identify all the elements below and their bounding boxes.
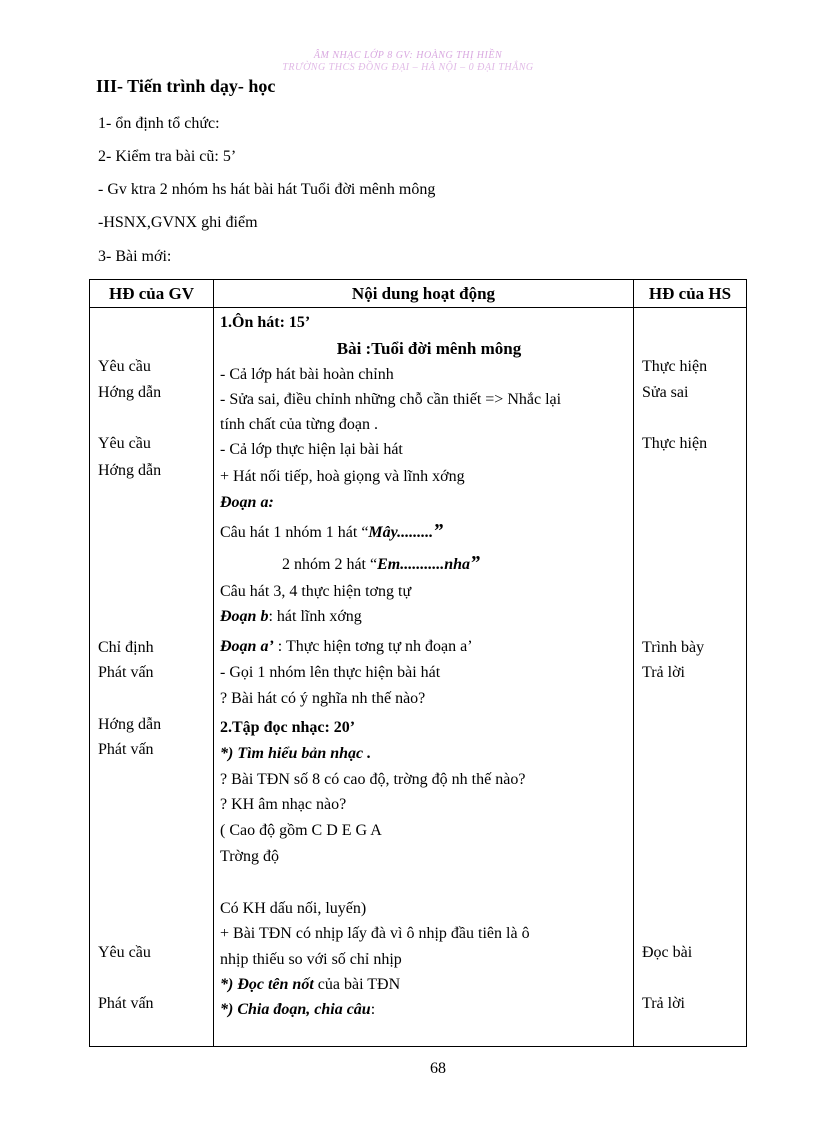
content-line <box>220 1001 375 1019</box>
content-line: ( Cao độ gồm C D E G A <box>220 822 382 839</box>
content-line: Trờng độ <box>220 848 279 865</box>
content-text: 2 nhóm 2 hát “ <box>282 556 378 573</box>
content-line: Câu hát 3, 4 thực hiện tơng tự <box>220 583 412 600</box>
content-line: 2.Tập đọc nhạc: 20’ <box>220 719 356 736</box>
hs-item: Đọc bài <box>642 944 693 961</box>
gv-item: Phát vấn <box>98 664 154 681</box>
content-line: *) Tìm hiểu bản nhạc . <box>220 745 372 762</box>
song-title: Bài :Tuổi đời mênh mông <box>336 339 522 358</box>
intro-line-3: - Gv ktra 2 nhóm hs hát bài hát Tuổi đời mênh mông <box>98 181 436 198</box>
content-line: Đoạn a: <box>220 494 274 511</box>
content-line: tính chất của từng đoạn . <box>220 416 378 433</box>
watermark-line-2: TRƯỜNG THCS ĐỒNG ĐẠI – HÀ NỘI – 0 ĐẠI THẮNG <box>282 62 534 73</box>
content-line <box>282 554 480 574</box>
content-line: Có KH dấu nối, luyến) <box>220 900 367 917</box>
hs-item: Thực hiện <box>642 358 708 375</box>
gv-item: Hớng dẫn <box>98 384 162 401</box>
gv-item: Yêu cầu <box>98 435 151 452</box>
content-cell <box>214 308 634 1047</box>
content-text: : <box>370 1001 376 1018</box>
content-line: ? Bài TĐN số 8 có cao độ, trờng độ nh thế nào? <box>220 771 526 788</box>
student-activity-cell <box>634 308 747 1047</box>
content-line: ? KH âm nhạc nào? <box>220 796 347 813</box>
intro-line-4: -HSNX,GVNX ghi điểm <box>98 214 258 231</box>
content-text: : Thực hiện tơng tự nh đoạn a’ <box>273 638 473 655</box>
hs-item: Thực hiện <box>642 435 708 452</box>
intro-line-5: 3- Bài mới: <box>98 248 172 265</box>
gv-item: Phát vấn <box>98 995 154 1012</box>
hs-item: Trình bày <box>642 639 705 656</box>
header-content: Nội dung hoạt động <box>214 280 634 308</box>
content-line <box>220 522 443 542</box>
gv-item: Chỉ định <box>98 639 154 656</box>
content-line: 1.Ôn hát: 15’ <box>220 314 311 331</box>
content-line: + Bài TĐN có nhịp lấy đà vì ô nhịp đầu tiên là ô <box>220 925 530 942</box>
hs-item: Sửa sai <box>642 384 689 401</box>
lyric-text: Em...........nha <box>377 556 471 573</box>
header-student-activity: HĐ của HS <box>634 280 747 308</box>
hs-item: Trả lời <box>642 995 685 1012</box>
content-text: của bài TĐN <box>313 976 401 993</box>
content-line: - Sửa sai, điều chỉnh những chỗ cần thiết => Nhắc lại <box>220 391 562 408</box>
gv-item: Hớng dẫn <box>98 716 162 733</box>
content-line: - Cả lớp thực hiện lại bài hát <box>220 441 403 458</box>
content-line: - Gọi 1 nhóm lên thực hiện bài hát <box>220 664 441 681</box>
content-line: - Cả lớp hát bài hoàn chỉnh <box>220 366 394 383</box>
intro-line-2: 2- Kiểm tra bài cũ: 5’ <box>98 148 237 165</box>
quote-mark: ” <box>470 552 481 574</box>
step-label: *) Chia đoạn, chia câu <box>220 1001 371 1018</box>
content-text: : hát lĩnh xớng <box>268 608 362 625</box>
step-label: *) Đọc tên nốt <box>220 976 314 993</box>
intro-line-1: 1- ổn định tổ chức: <box>98 115 220 132</box>
section-label: Đoạn b <box>220 608 269 625</box>
watermark-line-1: ÂM NHẠC LỚP 8 GV: HOÀNG THỊ HIỀN <box>313 50 503 61</box>
teacher-activity-cell <box>90 308 214 1047</box>
quote-mark: ” <box>433 520 444 542</box>
content-line <box>220 608 362 626</box>
gv-item: Hớng dẫn <box>98 462 162 479</box>
gv-item: Phát vấn <box>98 741 154 758</box>
section-heading: III- Tiến trình dạy- học <box>96 76 276 96</box>
page-number: 68 <box>430 1060 446 1077</box>
content-line: nhịp thiếu so với số chỉ nhịp <box>220 951 402 968</box>
content-line <box>220 638 473 656</box>
content-line: + Hát nối tiếp, hoà giọng và lĩnh xớng <box>220 468 465 485</box>
lyric-text: Mây......... <box>368 524 434 541</box>
gv-item: Yêu cầu <box>98 358 151 375</box>
gv-item: Yêu cầu <box>98 944 151 961</box>
content-line: ? Bài hát có ý nghĩa nh thế nào? <box>220 690 426 707</box>
lesson-activity-table <box>89 279 747 1047</box>
content-line <box>220 976 400 994</box>
hs-item: Trả lời <box>642 664 685 681</box>
content-text: Câu hát 1 nhóm 1 hát “ <box>220 524 369 541</box>
header-teacher-activity: HĐ của GV <box>90 280 214 308</box>
section-label: Đoạn a’ <box>220 638 274 655</box>
